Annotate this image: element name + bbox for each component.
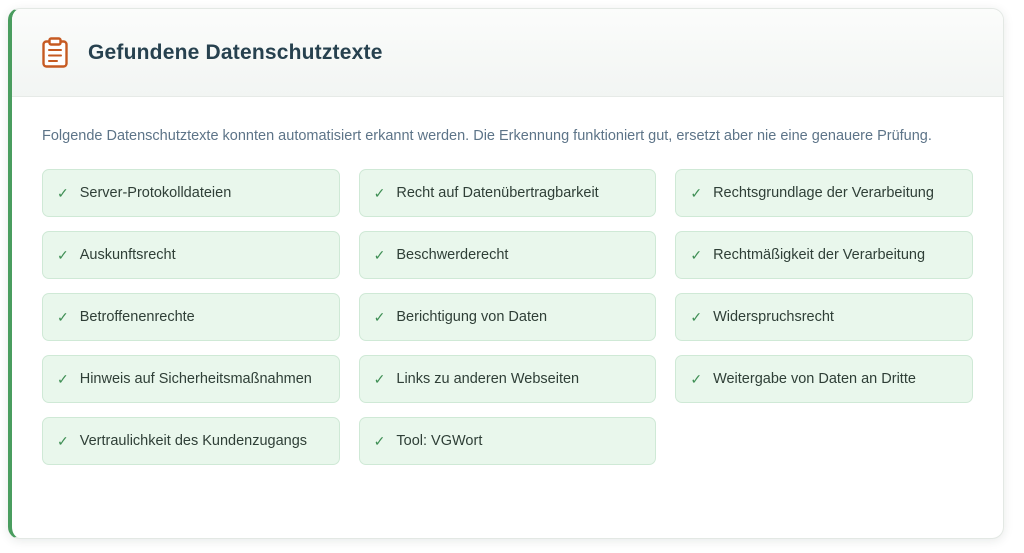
check-icon: ✓ — [373, 185, 386, 202]
list-item-label: Betroffenenrechte — [79, 308, 195, 325]
list-item[interactable] — [675, 293, 973, 341]
list-item[interactable] — [42, 169, 340, 217]
clipboard-icon — [40, 36, 70, 70]
list-item[interactable] — [359, 417, 657, 465]
page-title: Gefundene Datenschutztexte — [88, 40, 383, 64]
list-item[interactable] — [675, 169, 973, 217]
check-icon: ✓ — [373, 247, 386, 264]
found-privacy-texts-card — [8, 8, 1004, 539]
list-item-label: Beschwerderecht — [396, 246, 509, 263]
list-item[interactable] — [359, 355, 657, 403]
card-header — [12, 9, 1003, 97]
list-item[interactable] — [675, 231, 973, 279]
check-icon: ✓ — [690, 247, 703, 264]
list-item-label: Links zu anderen Webseiten — [396, 370, 580, 387]
list-item-label: Weitergabe von Daten an Dritte — [713, 370, 916, 387]
list-item-label: Widerspruchsrecht — [713, 308, 834, 325]
list-item-label: Hinweis auf Sicherheitsmaßnahmen — [79, 370, 312, 387]
check-icon: ✓ — [57, 185, 69, 202]
list-item[interactable] — [359, 293, 657, 341]
check-icon: ✓ — [373, 371, 386, 388]
list-item[interactable] — [42, 355, 340, 403]
check-icon: ✓ — [690, 371, 703, 388]
list-item[interactable] — [359, 169, 657, 217]
list-item-label: Recht auf Datenübertragbarkeit — [396, 184, 599, 201]
grid-filler — [675, 417, 973, 465]
check-icon: ✓ — [373, 433, 386, 450]
list-item[interactable] — [359, 231, 657, 279]
list-item[interactable] — [42, 417, 340, 465]
list-item-label: Server-Protokolldateien — [79, 184, 232, 201]
list-item-label: Rechtsgrundlage der Verarbeitung — [713, 184, 934, 201]
list-item-label: Vertraulichkeit des Kundenzugangs — [79, 432, 308, 449]
list-item[interactable] — [675, 355, 973, 403]
found-texts-grid — [42, 169, 973, 465]
list-item[interactable] — [42, 231, 340, 279]
list-item-label: Auskunftsrecht — [79, 246, 176, 263]
check-icon: ✓ — [690, 309, 703, 326]
check-icon: ✓ — [57, 247, 69, 264]
list-item[interactable] — [42, 293, 340, 341]
check-icon: ✓ — [57, 433, 69, 450]
check-icon: ✓ — [690, 185, 703, 202]
intro-text: Folgende Datenschutztexte konnten automatisiert erkannt werden. Die Erkennung funktioniert gut, ersetzt aber nie eine genauere Prüfung. — [42, 128, 932, 144]
list-item-label: Tool: VGWort — [396, 432, 483, 449]
check-icon: ✓ — [57, 309, 69, 326]
check-icon: ✓ — [57, 371, 69, 388]
list-item-label: Berichtigung von Daten — [396, 308, 548, 325]
card-body — [12, 97, 1003, 485]
check-icon: ✓ — [373, 309, 386, 326]
list-item-label: Rechtmäßigkeit der Verarbeitung — [713, 246, 926, 263]
